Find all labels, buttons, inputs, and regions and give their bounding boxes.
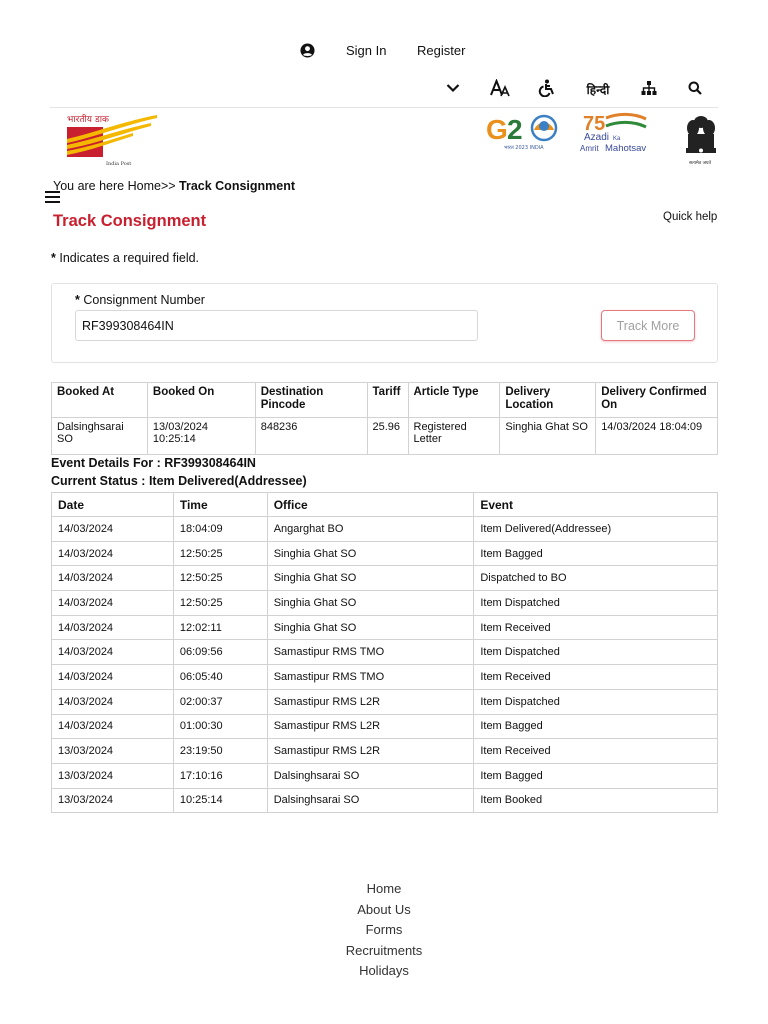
font-size-icon[interactable] (489, 78, 511, 98)
event-description-cell: Item Dispatched (474, 591, 718, 616)
user-icon[interactable] (300, 43, 315, 58)
event-office-cell: Singhia Ghat SO (267, 615, 474, 640)
event-date-cell: 14/03/2024 (52, 714, 174, 739)
col-tariff: Tariff (367, 383, 408, 418)
event-row (52, 615, 718, 640)
event-row (52, 788, 718, 813)
event-details-heading (51, 456, 256, 470)
event-time-cell: 12:50:25 (173, 591, 267, 616)
event-date-cell: 14/03/2024 (52, 615, 174, 640)
svg-text:G: G (486, 114, 508, 145)
event-office-cell: Samastipur RMS L2R (267, 714, 474, 739)
tariff-cell: 25.96 (367, 418, 408, 455)
event-time-cell: 12:50:25 (173, 566, 267, 591)
event-description-cell: Item Booked (474, 788, 718, 813)
event-date-cell: 14/03/2024 (52, 517, 174, 542)
svg-text:Ka: Ka (613, 136, 621, 142)
search-icon[interactable] (686, 78, 704, 98)
event-date-cell: 13/03/2024 (52, 739, 174, 764)
azadi-ka-amrit-mahotsav-logo[interactable] (580, 110, 660, 156)
col-article-type: Article Type (408, 383, 500, 418)
footer-link-holidays[interactable]: Holidays (359, 963, 409, 978)
event-time-cell: 23:19:50 (173, 739, 267, 764)
status-value: Item Delivered(Addressee) (148, 474, 307, 488)
event-heading-prefix: Event Details For : (51, 456, 165, 470)
booked-at-cell: Dalsinghsarai SO (52, 418, 148, 455)
col-booked-on: Booked On (147, 383, 255, 418)
consignment-number-label (75, 293, 205, 307)
header-divider (50, 107, 718, 108)
delivery-confirmed-on-cell: 14/03/2024 18:04:09 (596, 418, 718, 455)
event-time-cell: 06:09:56 (173, 640, 267, 665)
breadcrumb-current: Track Consignment (179, 179, 296, 193)
svg-text:Azadi: Azadi (584, 132, 610, 143)
destination-pincode-cell: 848236 (255, 418, 367, 455)
event-office-cell: Angarghat BO (267, 517, 474, 542)
event-time-cell: 01:00:30 (173, 714, 267, 739)
status-prefix: Current Status : (51, 474, 149, 488)
booking-header-row (52, 383, 718, 418)
required-star: * (75, 293, 80, 307)
event-row (52, 566, 718, 591)
event-description-cell: Item Delivered(Addressee) (474, 517, 718, 542)
col-time: Time (173, 493, 267, 517)
event-time-cell: 17:10:16 (173, 763, 267, 788)
event-time-cell: 10:25:14 (173, 788, 267, 813)
event-date-cell: 13/03/2024 (52, 788, 174, 813)
booked-on-cell: 13/03/2024 10:25:14 (147, 418, 255, 455)
svg-text:Mahotsav: Mahotsav (605, 143, 647, 154)
event-office-cell: Samastipur RMS TMO (267, 665, 474, 690)
required-field-note (51, 251, 199, 265)
sign-in-link[interactable]: Sign In (346, 43, 387, 58)
event-row (52, 763, 718, 788)
tracking-form (51, 283, 718, 363)
event-date-cell: 14/03/2024 (52, 566, 174, 591)
event-row (52, 714, 718, 739)
accessibility-icon[interactable] (536, 78, 556, 98)
g20-logo[interactable] (486, 112, 566, 152)
event-row (52, 591, 718, 616)
event-date-cell: 14/03/2024 (52, 640, 174, 665)
event-office-cell: Singhia Ghat SO (267, 541, 474, 566)
event-row (52, 640, 718, 665)
col-booked-at: Booked At (52, 383, 148, 418)
event-date-cell: 14/03/2024 (52, 591, 174, 616)
event-row (52, 517, 718, 542)
event-description-cell: Item Bagged (474, 763, 718, 788)
required-star: * (51, 251, 56, 265)
event-time-cell: 02:00:37 (173, 689, 267, 714)
india-post-logo[interactable] (53, 113, 159, 167)
breadcrumb (53, 179, 295, 193)
col-delivery-location: Delivery Location (500, 383, 596, 418)
consignment-number-input[interactable] (75, 310, 478, 341)
event-description-cell: Item Received (474, 665, 718, 690)
event-office-cell: Singhia Ghat SO (267, 566, 474, 591)
event-description-cell: Dispatched to BO (474, 566, 718, 591)
event-description-cell: Item Received (474, 739, 718, 764)
svg-text:भारतीय डाक: भारतीय डाक (67, 115, 109, 125)
event-time-cell: 12:02:11 (173, 615, 267, 640)
event-header-row (52, 493, 718, 517)
col-delivery-confirmed-on: Delivery Confirmed On (596, 383, 718, 418)
event-row (52, 665, 718, 690)
india-post-logo-text: India Post (106, 161, 132, 167)
event-time-cell: 12:50:25 (173, 541, 267, 566)
event-row (52, 541, 718, 566)
event-row (52, 739, 718, 764)
footer-link-recruitments[interactable]: Recruitments (345, 942, 423, 958)
top-bar (0, 40, 768, 62)
utility-toolbar (0, 78, 768, 100)
booking-row (52, 418, 718, 455)
current-status (51, 474, 307, 488)
required-note-text: Indicates a required field. (59, 251, 200, 265)
event-time-cell: 06:05:40 (173, 665, 267, 690)
event-description-cell: Item Dispatched (474, 640, 718, 665)
booking-details-table (51, 382, 718, 455)
event-office-cell: Singhia Ghat SO (267, 591, 474, 616)
event-description-cell: Item Bagged (474, 541, 718, 566)
event-office-cell: Dalsinghsarai SO (267, 788, 474, 813)
footer-link-forms[interactable]: Forms (365, 922, 403, 937)
hamburger-menu-icon[interactable] (45, 191, 60, 205)
col-office: Office (267, 493, 474, 517)
event-date-cell: 14/03/2024 (52, 665, 174, 690)
track-more-button[interactable]: Track More (601, 310, 695, 341)
chevron-down-icon[interactable] (444, 78, 462, 98)
event-description-cell: Item Dispatched (474, 689, 718, 714)
event-date-cell: 14/03/2024 (52, 541, 174, 566)
svg-text:2: 2 (507, 114, 523, 145)
page-title: Track Consignment (53, 212, 207, 230)
register-link[interactable]: Register (417, 43, 466, 58)
sitemap-icon[interactable] (640, 78, 658, 98)
event-consignment-number: RF399308464IN (164, 456, 256, 470)
col-event: Event (474, 493, 718, 517)
event-date-cell: 14/03/2024 (52, 689, 174, 714)
event-details-table (51, 492, 718, 813)
footer-link-home[interactable]: Home (366, 881, 402, 896)
event-office-cell: Samastipur RMS L2R (267, 689, 474, 714)
breadcrumb-prefix: You are here Home>> (53, 179, 180, 193)
event-description-cell: Item Bagged (474, 714, 718, 739)
hindi-language-toggle[interactable]: हिन्दी (586, 82, 610, 97)
col-destination-pincode: Destination Pincode (255, 383, 367, 418)
footer-link-about-us[interactable]: About Us (357, 901, 411, 917)
event-time-cell: 18:04:09 (173, 517, 267, 542)
event-office-cell: Samastipur RMS TMO (267, 640, 474, 665)
event-date-cell: 13/03/2024 (52, 763, 174, 788)
consignment-label-text: Consignment Number (83, 293, 205, 307)
svg-text:भारत 2023 INDIA: भारत 2023 INDIA (504, 145, 544, 151)
event-office-cell: Samastipur RMS L2R (267, 739, 474, 764)
article-type-cell: Registered Letter (408, 418, 500, 455)
svg-text:सत्यमेव जयते: सत्यमेव जयते (689, 161, 712, 166)
svg-text:Amrit: Amrit (580, 144, 599, 153)
event-description-cell: Item Received (474, 615, 718, 640)
quick-help-link[interactable]: Quick help (663, 211, 718, 223)
svg-text:75: 75 (583, 113, 606, 135)
delivery-location-cell: Singhia Ghat SO (500, 418, 596, 455)
col-date: Date (52, 493, 174, 517)
footer-nav (0, 880, 768, 983)
event-office-cell: Dalsinghsarai SO (267, 763, 474, 788)
event-row (52, 689, 718, 714)
national-emblem-icon (683, 112, 719, 168)
